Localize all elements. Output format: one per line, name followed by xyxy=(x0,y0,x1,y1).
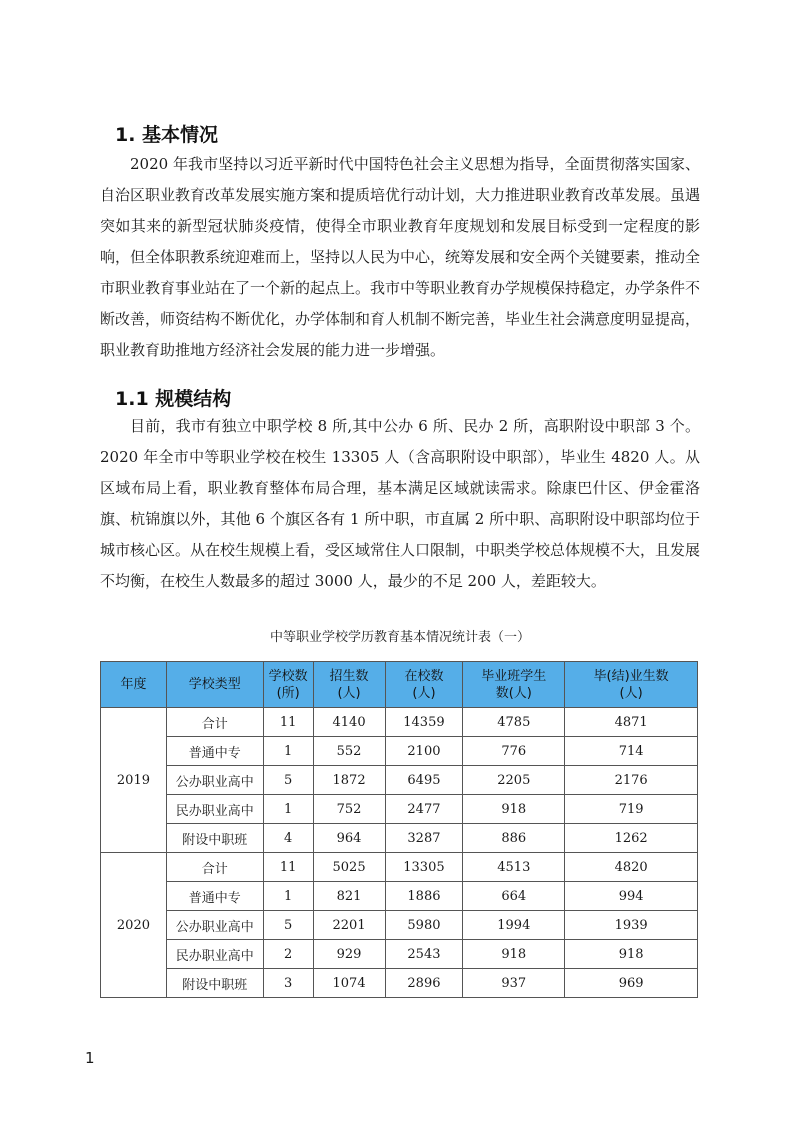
table-cell: 11 xyxy=(263,708,313,737)
table-cell: 714 xyxy=(565,737,698,766)
section-paragraph-basic: 2020 年我市坚持以习近平新时代中国特色社会主义思想为指导，全面贯彻落实国家、自治区职业教育改革发展实施方案和提质培优行动计划，大力推进职业教育改革发展。虽遇突如其来的新型冠状肺炎疫情，使得全市职业教育年度规划和发展目标受到一定程度的影响，但全体职教系统迎难而上，坚持以人民为中心，统筹发展和安全两个关键要素，推动全市职业教育事业站在了一个新的起点上。我市中等职业教育办学规模保持稳定，办学条件不断改善，师资结构不断优化，办学体制和育人机制不断完善，毕业生社会满意度明显提高，职业教育助推地方经济社会发展的能力进一步增强。 xyxy=(100,155,701,359)
table-cell: 1 xyxy=(263,795,313,824)
header-school-type: 学校类型 xyxy=(166,662,263,708)
table-cell: 937 xyxy=(463,969,565,998)
table-cell: 民办职业高中 xyxy=(166,795,263,824)
table-cell: 5980 xyxy=(385,911,463,940)
stats-table xyxy=(100,661,698,998)
section-paragraph-scale: 目前，我市有独立中职学校 8 所,其中公办 6 所、民办 2 所，高职附设中职部 3 个。2020 年全市中等职业学校在校生 13305 人（含高职附设中职部），毕业生 4820 人。从区域布局上看，职业教育整体布局合理，基本满足区域就读需求。除康巴什区、伊金霍洛旗、杭锦旗以外，其他 6 个旗区各有 1 所中职，市直属 2 所中职、高职附设中职部均位于城市核心区。从在校生规模上看，受区域常住人口限制，中职类学校总体规模不大，且发展不均衡，在校生人数最多的超过 3000 人，最少的不足 200 人，差距较大。 xyxy=(100,417,701,590)
table-cell: 664 xyxy=(463,882,565,911)
table-row xyxy=(101,824,698,853)
table-cell: 4871 xyxy=(565,708,698,737)
table-cell: 2201 xyxy=(313,911,385,940)
table-cell: 821 xyxy=(313,882,385,911)
table-cell: 普通中专 xyxy=(166,882,263,911)
section-heading-basic: 1. 基本情况 xyxy=(115,124,219,146)
table-cell: 2176 xyxy=(565,766,698,795)
table-cell: 886 xyxy=(463,824,565,853)
table-cell: 1994 xyxy=(463,911,565,940)
header-graduates: 毕(结)业生数 (人) xyxy=(565,662,698,708)
year-cell-2019: 2019 xyxy=(101,708,167,853)
table-cell: 11 xyxy=(263,853,313,882)
table-row xyxy=(101,766,698,795)
header-students: 在校数 (人) xyxy=(385,662,463,708)
table-cell: 14359 xyxy=(385,708,463,737)
table-cell: 13305 xyxy=(385,853,463,882)
table-row xyxy=(101,708,698,737)
table-cell: 1939 xyxy=(565,911,698,940)
table-cell: 4 xyxy=(263,824,313,853)
table-cell: 附设中职班 xyxy=(166,824,263,853)
table-cell: 6495 xyxy=(385,766,463,795)
table-cell: 918 xyxy=(463,940,565,969)
table-cell: 994 xyxy=(565,882,698,911)
table-header-row xyxy=(101,662,698,708)
table-cell: 民办职业高中 xyxy=(166,940,263,969)
table-cell: 5 xyxy=(263,766,313,795)
table-row xyxy=(101,737,698,766)
header-graduating-class: 毕业班学生 数(人) xyxy=(463,662,565,708)
table-cell: 4820 xyxy=(565,853,698,882)
table-cell: 4785 xyxy=(463,708,565,737)
table-cell: 552 xyxy=(313,737,385,766)
table-cell: 918 xyxy=(463,795,565,824)
table-row xyxy=(101,940,698,969)
table-cell: 合计 xyxy=(166,853,263,882)
table-cell: 普通中专 xyxy=(166,737,263,766)
table-cell: 918 xyxy=(565,940,698,969)
table-row xyxy=(101,795,698,824)
section-heading-scale: 1.1 规模结构 xyxy=(115,388,232,410)
table-cell: 752 xyxy=(313,795,385,824)
table-cell: 1074 xyxy=(313,969,385,998)
table-cell: 公办职业高中 xyxy=(166,766,263,795)
table-cell: 合计 xyxy=(166,708,263,737)
header-school-count: 学校数 (所) xyxy=(263,662,313,708)
table-cell: 3 xyxy=(263,969,313,998)
table-cell: 3287 xyxy=(385,824,463,853)
year-cell-2020: 2020 xyxy=(101,853,167,998)
table-caption: 中等职业学校学历教育基本情况统计表（一） xyxy=(269,630,530,645)
table-cell: 964 xyxy=(313,824,385,853)
table-cell: 4513 xyxy=(463,853,565,882)
table-cell: 2896 xyxy=(385,969,463,998)
table-cell: 929 xyxy=(313,940,385,969)
table-cell: 1 xyxy=(263,882,313,911)
table-cell: 2543 xyxy=(385,940,463,969)
table-cell: 719 xyxy=(565,795,698,824)
table-cell: 1262 xyxy=(565,824,698,853)
table-cell: 5025 xyxy=(313,853,385,882)
header-year: 年度 xyxy=(101,662,167,708)
page-number: 1 xyxy=(85,1049,95,1067)
header-enrollment: 招生数 (人) xyxy=(313,662,385,708)
table-cell: 2205 xyxy=(463,766,565,795)
table-cell: 5 xyxy=(263,911,313,940)
table-cell: 2 xyxy=(263,940,313,969)
table-row xyxy=(101,882,698,911)
table-cell: 1 xyxy=(263,737,313,766)
table-cell: 776 xyxy=(463,737,565,766)
table-cell: 附设中职班 xyxy=(166,969,263,998)
table-cell: 2477 xyxy=(385,795,463,824)
table-cell: 公办职业高中 xyxy=(166,911,263,940)
table-cell: 1886 xyxy=(385,882,463,911)
table-cell: 1872 xyxy=(313,766,385,795)
table-row xyxy=(101,853,698,882)
table-cell: 969 xyxy=(565,969,698,998)
table-row xyxy=(101,969,698,998)
table-cell: 4140 xyxy=(313,708,385,737)
table-cell: 2100 xyxy=(385,737,463,766)
table-row xyxy=(101,911,698,940)
